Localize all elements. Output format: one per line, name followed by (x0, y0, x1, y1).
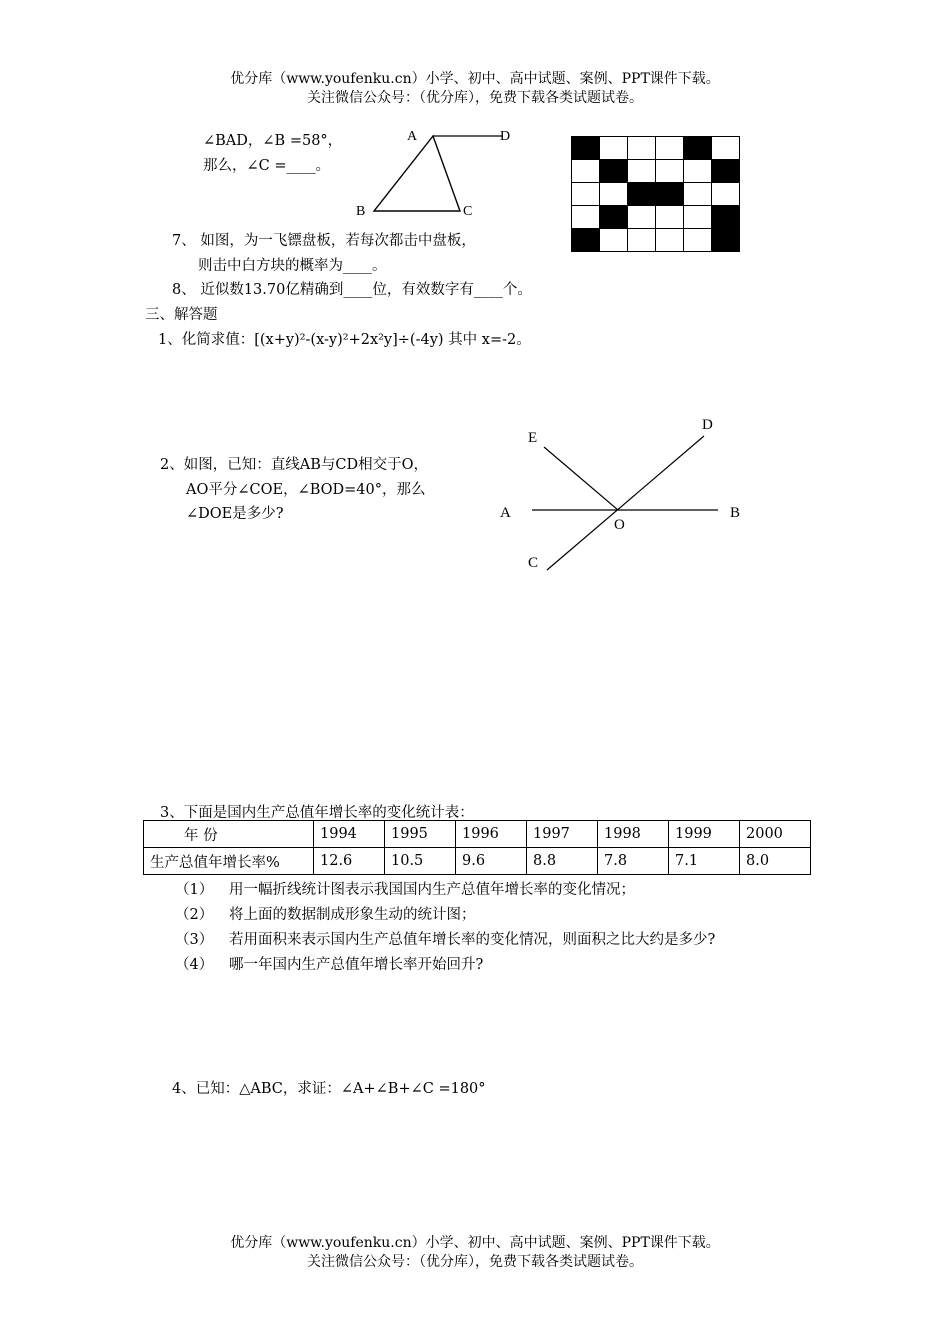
q7-line-2: 则击中白方块的概率为____。 (198, 258, 387, 274)
line-cd (547, 436, 704, 570)
label-c2: C (528, 555, 539, 571)
growth-rate-table (143, 820, 811, 875)
table-cell: 1995 (385, 821, 456, 848)
white-square (628, 206, 656, 229)
table-cell: 8.0 (740, 848, 811, 875)
black-square (572, 137, 600, 160)
table-cell: 7.1 (669, 848, 740, 875)
table-cell: 2000 (740, 821, 811, 848)
item-num: （4） (175, 957, 214, 973)
q6-line-2: 那么，∠C =____。 (203, 158, 331, 174)
black-square (600, 160, 628, 183)
dartboard-grid (571, 136, 740, 252)
item-text: 若用面积来表示国内生产总值年增长率的变化情况，则面积之比大约是多少? (229, 932, 716, 948)
item-text: 用一幅折线统计图表示我国国内生产总值年增长率的变化情况； (229, 882, 635, 898)
label-o: O (614, 517, 625, 533)
triangle-abc (374, 136, 460, 211)
white-square (572, 160, 600, 183)
grid-row (572, 206, 740, 229)
table-row (144, 821, 811, 848)
grid-row (572, 137, 740, 160)
white-square (628, 229, 656, 252)
white-square (656, 160, 684, 183)
table-head-rate: 生产总值年增长率% (144, 848, 314, 875)
white-square (628, 137, 656, 160)
table-cell: 7.8 (598, 848, 669, 875)
table-cell: 1999 (669, 821, 740, 848)
white-square (572, 206, 600, 229)
white-square (600, 137, 628, 160)
white-square (684, 229, 712, 252)
white-square (656, 137, 684, 160)
white-square (656, 206, 684, 229)
table-row (144, 848, 811, 875)
item-text: 将上面的数据制成形象生动的统计图； (229, 907, 476, 923)
item-text: 哪一年国内生产总值年增长率开始回升? (229, 957, 484, 973)
grid-row (572, 183, 740, 206)
footer-line-2: 关注微信公众号：（优分库），免费下载各类试题试卷。 (307, 1254, 643, 1270)
black-square (712, 229, 740, 252)
black-square (684, 137, 712, 160)
problem-1: 1、化简求值：[(x+y)²-(x-y)²+2x²y]÷(-4y) 其中 x=-2。 (158, 332, 531, 348)
header-line-1: 优分库（www.youfenku.cn）小学、初中、高中试题、案例、PPT课件下载。 (230, 71, 720, 87)
q8-text: 8、 近似数13.70亿精确到____位，有效数字有____个。 (172, 282, 532, 298)
table-head-year: 年 份 (144, 821, 314, 848)
label-b: B (356, 204, 366, 219)
white-square (684, 160, 712, 183)
intersecting-lines-figure (520, 420, 740, 580)
black-square (600, 206, 628, 229)
black-square (712, 206, 740, 229)
table-cell: 1998 (598, 821, 669, 848)
ray-oe (544, 447, 618, 510)
black-square (712, 160, 740, 183)
grid-row (572, 160, 740, 183)
label-a2: A (500, 505, 511, 521)
problem-2-line-1: 2、如图，已知：直线AB与CD相交于O， (160, 457, 428, 473)
header-line-2: 关注微信公众号：（优分库），免费下载各类试题试卷。 (307, 90, 643, 106)
label-a: A (407, 129, 418, 144)
table-cell: 1996 (456, 821, 527, 848)
section-title: 三、解答题 (145, 307, 218, 323)
white-square (712, 137, 740, 160)
table-cell: 12.6 (314, 848, 385, 875)
problem-2-line-3: ∠DOE是多少? (186, 506, 284, 522)
label-b2: B (730, 505, 741, 521)
table-cell: 9.6 (456, 848, 527, 875)
item-num: （1） (175, 882, 214, 898)
item-num: （3） (175, 932, 214, 948)
white-square (600, 229, 628, 252)
black-square (628, 183, 656, 206)
problem-3-intro: 3、下面是国内生产总值年增长率的变化统计表： (160, 805, 474, 821)
item-num: （2） (175, 907, 214, 923)
q6-line-1: ∠BAD，∠B =58°， (203, 133, 343, 149)
table-cell: 1994 (314, 821, 385, 848)
white-square (684, 206, 712, 229)
problem-2-line-2: AO平分∠COE，∠BOD=40°，那么 (186, 482, 426, 498)
table-cell: 1997 (527, 821, 598, 848)
white-square (628, 160, 656, 183)
table-cell: 10.5 (385, 848, 456, 875)
q7-line-1: 7、 如图，为一飞镖盘板，若每次都击中盘板， (172, 233, 476, 249)
problem-4: 4、已知：△ABC，求证：∠A+∠B+∠C =180° (172, 1081, 486, 1097)
grid-row (572, 229, 740, 252)
black-square (572, 229, 600, 252)
table-cell: 8.8 (527, 848, 598, 875)
label-c: C (463, 204, 473, 219)
white-square (572, 183, 600, 206)
label-d: D (500, 129, 511, 144)
white-square (712, 183, 740, 206)
footer-line-1: 优分库（www.youfenku.cn）小学、初中、高中试题、案例、PPT课件下载。 (230, 1235, 720, 1251)
black-square (656, 183, 684, 206)
label-e: E (528, 430, 538, 446)
white-square (656, 229, 684, 252)
white-square (600, 183, 628, 206)
label-d2: D (702, 417, 713, 433)
white-square (684, 183, 712, 206)
